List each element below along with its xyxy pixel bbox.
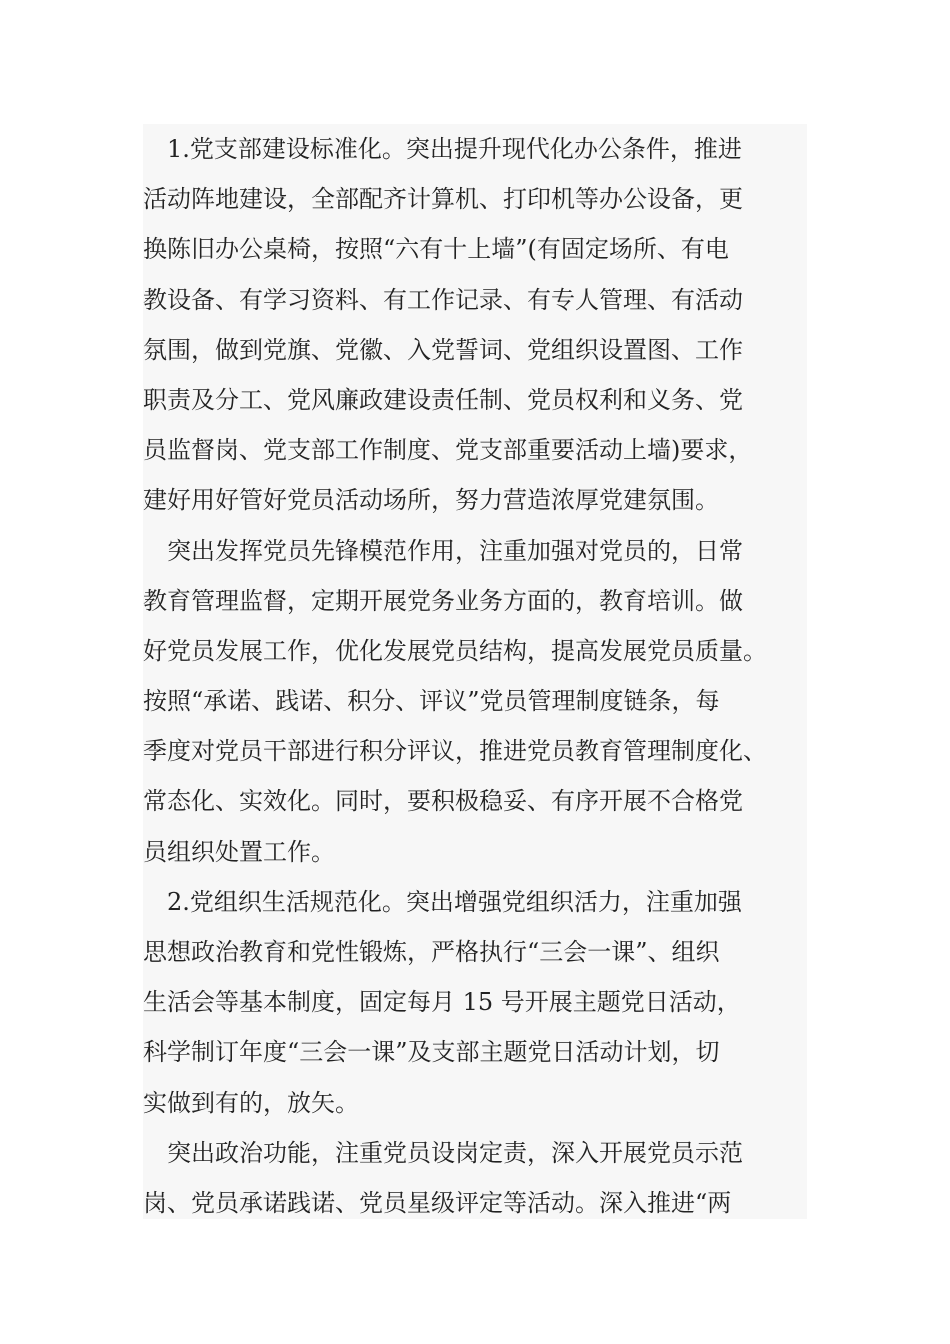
text-line: 生活会等基本制度，固定每月 15 号开展主题党日活动， [143,988,741,1017]
text-line: 季度对党员干部进行积分评议，推进党员教育管理制度化、 [143,737,767,766]
text-line: 突出政治功能，注重党员设岗定责，深入开展党员示范 [143,1138,743,1167]
paragraph-2 [143,526,807,877]
text-line: 氛围，做到党旗、党徽、入党誓词、党组织设置图、工作 [143,335,743,364]
text-line: 职责及分工、党风廉政建设责任制、党员权利和义务、党 [143,385,743,414]
text-line: 教育管理监督，定期开展党务业务方面的，教育培训。做 [143,586,743,615]
text-line: 换陈旧办公桌椅，按照“六有十上墙”(有固定场所、有电 [143,235,729,264]
paragraph-1 [143,124,807,526]
text-line: 科学制订年度“三会一课”及支部主题党日活动计划，切 [143,1038,720,1067]
text-line: 活动阵地建设，全部配齐计算机、打印机等办公设备，更 [143,185,743,214]
text-line: 思想政治教育和党性锻炼，严格执行“三会一课”、组织 [143,938,720,966]
text-line: 突出发挥党员先锋模范作用，注重加强对党员的，日常 [143,536,743,565]
text-line: 建好用好管好党员活动场所，努力营造浓厚党建氛围。 [143,486,719,515]
text-line: 员组织处置工作。 [143,837,335,866]
document-text-block [143,124,807,1219]
text-line: 常态化、实效化。同时，要积极稳妥、有序开展不合格党 [143,787,743,816]
text-line: 按照“承诺、践诺、积分、评议”党员管理制度链条，每 [143,687,720,716]
paragraph-3 [143,877,807,1128]
text-line: 2.党组织生活规范化。突出增强党组织活力，注重加强 [143,887,742,916]
text-line: 实做到有的，放矢。 [143,1088,359,1117]
text-line: 1.党支部建设标准化。突出提升现代化办公条件，推进 [143,135,742,163]
paragraph-4 [143,1128,807,1228]
text-line: 好党员发展工作，优化发展党员结构，提高发展党员质量。 [143,636,767,665]
text-line: 教设备、有学习资料、有工作记录、有专人管理、有活动 [143,285,743,314]
text-line: 员监督岗、党支部工作制度、党支部重要活动上墙)要求， [143,436,753,465]
text-line: 岗、党员承诺践诺、党员星级评定等活动。深入推进“两 [143,1188,732,1217]
